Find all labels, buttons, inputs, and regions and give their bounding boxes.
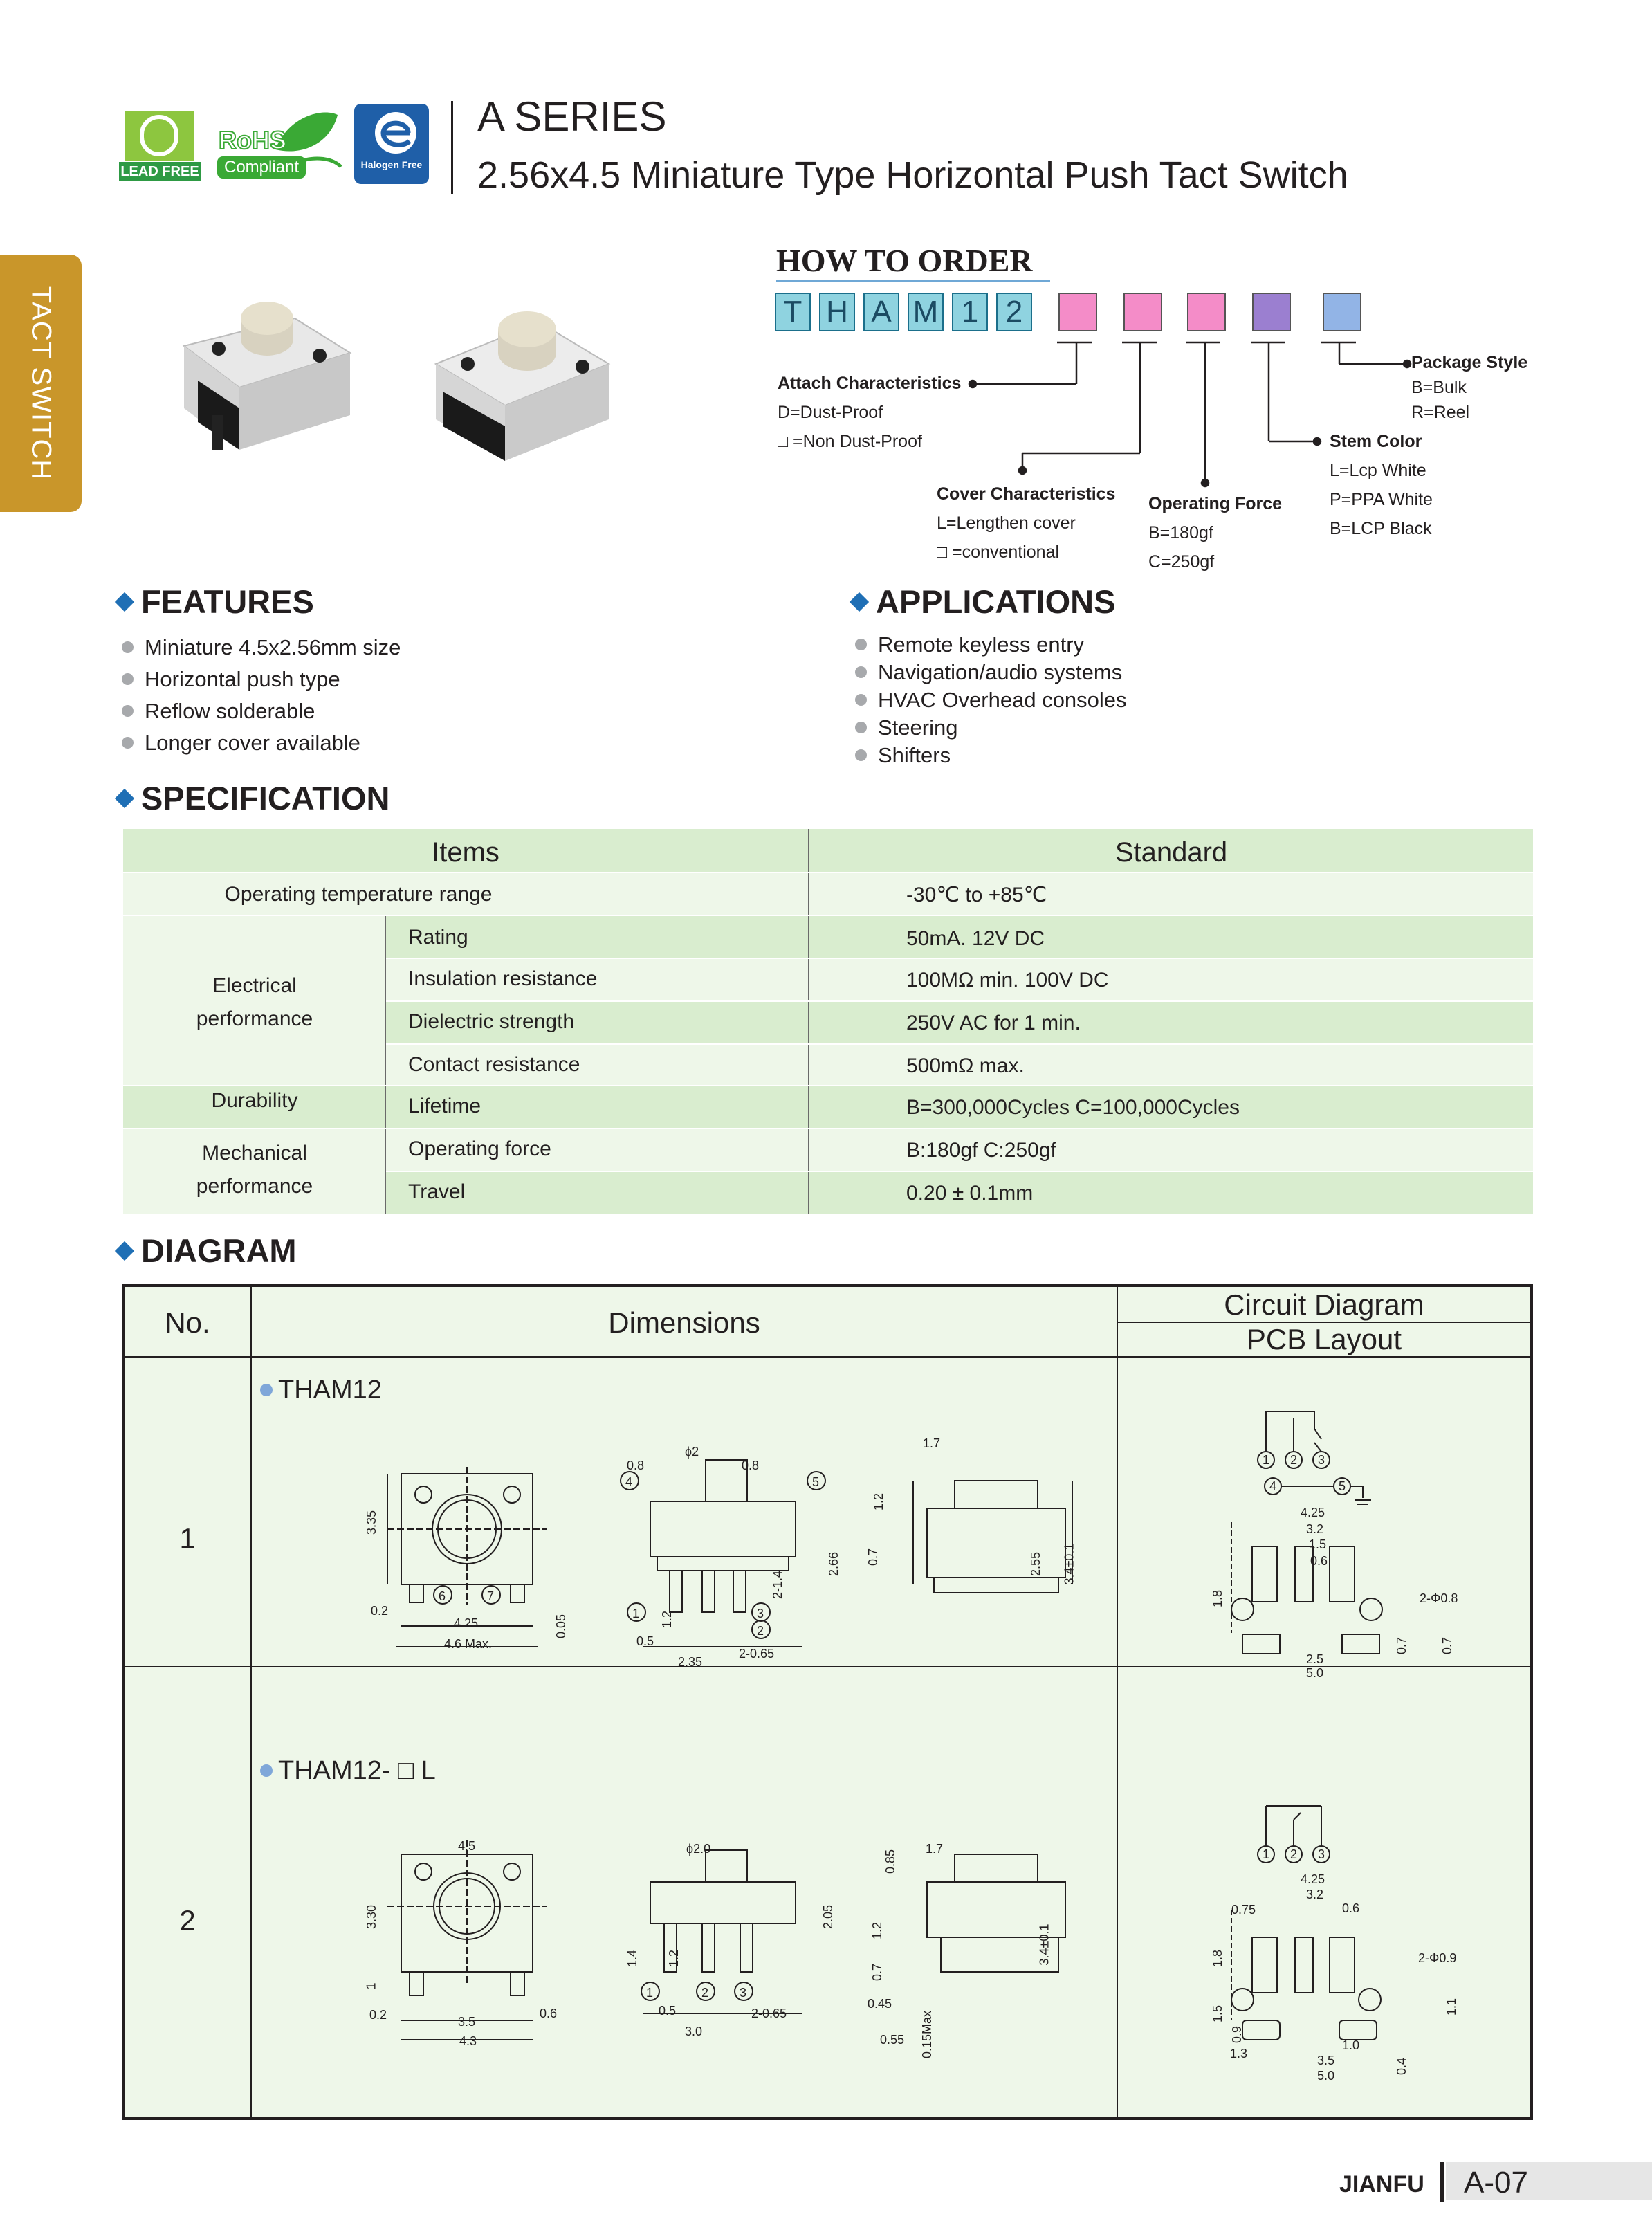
dim-label: 4.3 xyxy=(459,2034,477,2048)
circled-number: 7 xyxy=(487,1589,495,1603)
spec-table xyxy=(123,829,1533,1214)
force-option: B=180gf xyxy=(1148,523,1213,542)
pcb-dim: 1.3 xyxy=(1230,2047,1248,2060)
bullet-icon xyxy=(855,666,867,678)
spec-value: 100MΩ min. 100V DC xyxy=(906,969,1109,991)
how-to-order-title: HOW TO ORDER xyxy=(776,243,1033,278)
spec-header-standard: Standard xyxy=(1114,837,1228,868)
pcb-dim: 1.1 xyxy=(1444,1998,1459,2016)
application-text: HVAC Overhead consoles xyxy=(878,688,1127,712)
application-text: Shifters xyxy=(878,743,951,767)
header-divider xyxy=(451,101,453,194)
dim-label: 1.7 xyxy=(926,1842,944,1856)
circuit-pcb-drawing-1 xyxy=(1176,1391,1522,1661)
feature-item xyxy=(122,731,360,756)
slot-force xyxy=(1187,293,1226,331)
dim-label: 1.4 xyxy=(625,1949,640,1968)
spec-value: 250V AC for 1 min. xyxy=(906,1012,1081,1034)
diamond-icon xyxy=(115,788,134,807)
pcb-dim: 0.7 xyxy=(1395,1636,1409,1655)
spec-item: Lifetime xyxy=(408,1095,481,1117)
bullet-icon xyxy=(855,694,867,706)
spec-value: -30℃ to +85℃ xyxy=(906,884,1047,906)
circled-number: 2 xyxy=(757,1624,764,1638)
circled-number: 2 xyxy=(701,1986,709,2000)
circled-number: 2 xyxy=(1290,1847,1298,1861)
bullet-icon xyxy=(855,639,867,650)
attach-option: D=Dust-Proof xyxy=(778,403,883,422)
dim-label: 2-0.65 xyxy=(751,2007,787,2020)
lead-free-label: LEAD FREE xyxy=(119,162,201,181)
specification-title: SPECIFICATION xyxy=(141,780,390,816)
dim-label: 2.35 xyxy=(678,1655,703,1669)
dim-label: 0.05 xyxy=(554,1614,569,1639)
dim-label: 0.6 xyxy=(540,2007,558,2020)
dim-label: 1 xyxy=(364,1982,378,1990)
dim-label: 1.2 xyxy=(870,1921,885,1940)
how-to-order-rule xyxy=(776,280,1050,282)
pcb-dim: 5.0 xyxy=(1306,1666,1324,1680)
diagram-title: DIAGRAM xyxy=(141,1232,297,1269)
spec-group-label: performance xyxy=(196,1007,313,1030)
dim-label: 0.55 xyxy=(880,2033,905,2047)
feature-item xyxy=(122,699,315,724)
footer-page-box xyxy=(1446,2162,1652,2200)
dim-label: 0.8 xyxy=(627,1459,645,1472)
code-letter: A xyxy=(863,293,899,331)
spec-value: 500mΩ max. xyxy=(906,1054,1025,1077)
pcb-dim: 2-Φ0.8 xyxy=(1420,1591,1458,1605)
page-number: A-07 xyxy=(1464,2166,1528,2200)
dim-label: 1.7 xyxy=(923,1436,941,1450)
attach-option: □ =Non Dust-Proof xyxy=(778,432,922,451)
pcb-dim: 1.8 xyxy=(1211,1589,1225,1608)
feature-text: Longer cover available xyxy=(145,731,360,755)
dim-label: 3.4±0.1 xyxy=(1062,1543,1076,1585)
circled-number: 4 xyxy=(1269,1479,1277,1493)
feature-text: Reflow solderable xyxy=(145,699,315,723)
model-label xyxy=(260,1376,382,1405)
code-letter: 2 xyxy=(996,293,1032,331)
feature-text: Miniature 4.5x2.56mm size xyxy=(145,635,401,659)
circled-number: 3 xyxy=(757,1607,764,1620)
product-photo-1 xyxy=(163,291,357,470)
bullet-icon xyxy=(122,641,134,653)
application-item xyxy=(855,660,1122,685)
slot-cover xyxy=(1123,293,1162,331)
bullet-icon xyxy=(855,749,867,761)
dim-label: 0.2 xyxy=(371,1604,389,1618)
applications-title: APPLICATIONS xyxy=(876,583,1116,620)
dim-label: 4.6 Max. xyxy=(444,1637,493,1651)
dim-label: 0.5 xyxy=(659,2004,677,2018)
pcb-dim: 0.4 xyxy=(1395,2057,1409,2076)
dim-label: 1.2 xyxy=(660,1610,674,1629)
circled-number: 1 xyxy=(646,1986,654,2000)
feature-text: Horizontal push type xyxy=(145,667,340,691)
pcb-dim: 0.6 xyxy=(1342,1901,1360,1915)
spec-value: 0.20 ± 0.1mm xyxy=(906,1182,1034,1205)
dim-label: 0.45 xyxy=(868,1997,892,2011)
dim-label: 2.66 xyxy=(827,1551,841,1577)
dim-label: 1.2 xyxy=(872,1492,886,1511)
slot-package xyxy=(1323,293,1361,331)
pcb-dim: 3.5 xyxy=(1317,2054,1335,2067)
product-photo-2 xyxy=(422,295,616,475)
circled-number: 1 xyxy=(1263,1453,1270,1467)
feature-item xyxy=(122,667,340,692)
pcb-dim: 3.2 xyxy=(1306,1522,1324,1536)
pcb-dim: 0.7 xyxy=(1440,1636,1455,1655)
dim-label: 3.4±0.1 xyxy=(1037,1923,1052,1966)
bullet-icon xyxy=(260,1384,273,1396)
bullet-icon xyxy=(122,737,134,749)
package-title: Package Style xyxy=(1411,353,1528,372)
rohs-label: RoHS xyxy=(219,126,286,154)
dim-label: 0.7 xyxy=(870,1963,885,1982)
dim-label: 0.15Max xyxy=(920,2010,935,2059)
side-tab xyxy=(0,255,82,512)
row-number: 1 xyxy=(179,1522,196,1555)
dim-label: 2-1.4 xyxy=(771,1570,785,1600)
features-heading xyxy=(118,583,314,621)
circled-number: 4 xyxy=(625,1475,633,1489)
model-name: THAM12 xyxy=(278,1376,382,1405)
spec-item: Dielectric strength xyxy=(408,1010,575,1033)
diamond-icon xyxy=(115,1241,134,1260)
bullet-icon xyxy=(260,1764,273,1777)
specification-heading xyxy=(118,779,389,817)
application-item xyxy=(855,715,957,740)
dim-label: 0.8 xyxy=(742,1459,760,1472)
force-title: Operating Force xyxy=(1148,494,1283,513)
spec-group-label: Electrical xyxy=(212,974,297,997)
stem-title: Stem Color xyxy=(1330,432,1422,451)
force-option: C=250gf xyxy=(1148,552,1215,572)
application-item xyxy=(855,632,1084,657)
compliant-label: Compliant xyxy=(217,156,306,179)
circled-number: 6 xyxy=(439,1589,446,1603)
feature-item xyxy=(122,635,401,660)
dim-label: 3.0 xyxy=(685,2025,703,2038)
spec-item: Travel xyxy=(408,1180,466,1203)
bullet-icon xyxy=(122,705,134,717)
diagram-header-circuit: Circuit Diagram xyxy=(1224,1288,1424,1321)
side-tab-label: TACT SWITCH xyxy=(26,286,57,481)
spec-item: Rating xyxy=(408,926,468,949)
spec-value: B:180gf C:250gf xyxy=(906,1139,1056,1162)
application-text: Navigation/audio systems xyxy=(878,660,1123,684)
bullet-icon xyxy=(855,722,867,733)
model-name: THAM12- □ L xyxy=(278,1756,436,1785)
halogen-e-icon xyxy=(354,104,429,159)
halogen-free-label: Halogen Free xyxy=(360,159,423,170)
halogen-free-badge xyxy=(354,104,429,184)
dim-label: 2-0.65 xyxy=(739,1647,775,1661)
spec-group-label: performance xyxy=(196,1175,313,1198)
cover-option: □ =conventional xyxy=(937,542,1060,562)
page-subtitle: 2.56x4.5 Miniature Type Horizontal Push Tact Switch xyxy=(477,154,1348,196)
pcb-dim: 1.5 xyxy=(1309,1537,1327,1551)
diagram-header-no: No. xyxy=(165,1306,210,1339)
dim-label: ϕ2.0 xyxy=(686,1842,711,1856)
dim-label: 4.25 xyxy=(454,1616,479,1630)
dimension-drawing-2 xyxy=(346,1820,1107,2048)
row-number: 2 xyxy=(179,1904,196,1937)
diamond-icon xyxy=(850,592,869,611)
pcb-dim: 2.5 xyxy=(1306,1652,1324,1666)
pcb-dim: 0.6 xyxy=(1310,1554,1328,1568)
footer-brand: JIANFU xyxy=(1339,2171,1424,2197)
application-item xyxy=(855,743,951,768)
code-letter: T xyxy=(775,293,811,331)
dim-label: 4.5 xyxy=(458,1839,476,1853)
diagram-table xyxy=(122,1284,1533,2120)
dim-label: 3.30 xyxy=(365,1904,379,1930)
application-item xyxy=(855,688,1127,713)
features-title: FEATURES xyxy=(141,583,314,620)
spec-group-label: Mechanical xyxy=(202,1142,307,1164)
dim-label: ϕ2 xyxy=(685,1445,699,1459)
pcb-dim: 4.25 xyxy=(1301,1872,1325,1886)
diagram-header-pcb: PCB Layout xyxy=(1246,1323,1402,1355)
pcb-dim: 1.8 xyxy=(1211,1949,1225,1968)
cover-option: L=Lengthen cover xyxy=(937,513,1076,533)
diagram-header-dimensions: Dimensions xyxy=(608,1306,760,1339)
pcb-dim: 1.0 xyxy=(1342,2038,1360,2052)
spec-header-items: Items xyxy=(432,837,499,868)
pcb-dim: 5.0 xyxy=(1317,2069,1335,2083)
circled-number: 3 xyxy=(740,1986,747,2000)
circled-number: 5 xyxy=(1339,1479,1346,1493)
dim-label: 0.85 xyxy=(883,1849,898,1874)
spec-value: B=300,000Cycles C=100,000Cycles xyxy=(906,1096,1240,1119)
model-label xyxy=(260,1756,436,1786)
spec-value: 50mA. 12V DC xyxy=(906,927,1045,950)
code-letter: M xyxy=(908,293,944,331)
pcb-dim: 0.9 xyxy=(1230,2025,1245,2044)
spec-item: Contact resistance xyxy=(408,1053,580,1076)
package-option: R=Reel xyxy=(1411,403,1470,422)
spec-item: Operating force xyxy=(408,1137,551,1160)
application-text: Remote keyless entry xyxy=(878,632,1085,657)
spec-item: Insulation resistance xyxy=(408,967,598,990)
diamond-icon xyxy=(115,592,134,611)
series-title: A SERIES xyxy=(477,93,667,140)
slot-attach xyxy=(1058,293,1097,331)
dim-label: 3.35 xyxy=(365,1510,379,1535)
pcb-dim: 2-Φ0.9 xyxy=(1418,1951,1457,1965)
circled-number: 1 xyxy=(1263,1847,1270,1861)
circled-number: 2 xyxy=(1290,1453,1298,1467)
pcb-dim: 0.75 xyxy=(1231,1903,1256,1917)
lead-free-badge xyxy=(119,111,201,183)
pcb-dim: 4.25 xyxy=(1301,1506,1325,1519)
pcb-dim: 1.5 xyxy=(1211,2004,1225,2023)
rohs-badge xyxy=(213,108,345,184)
applications-heading xyxy=(852,583,1115,621)
package-option: B=Bulk xyxy=(1411,378,1467,397)
stem-option: L=Lcp White xyxy=(1330,461,1426,480)
circled-number: 1 xyxy=(632,1607,640,1620)
dim-label: 3.5 xyxy=(458,2015,476,2029)
dim-label: 2.05 xyxy=(821,1904,836,1930)
bullet-icon xyxy=(122,673,134,685)
spec-group-label: Operating temperature range xyxy=(224,883,493,906)
pcb-dim: 3.2 xyxy=(1306,1888,1324,1901)
application-text: Steering xyxy=(878,715,958,740)
stem-option: B=LCP Black xyxy=(1330,519,1432,538)
dim-label: 1.2 xyxy=(667,1949,681,1968)
circled-number: 3 xyxy=(1318,1847,1325,1861)
code-letter: 1 xyxy=(952,293,988,331)
cover-title: Cover Characteristics xyxy=(937,484,1116,504)
dim-label: 0.2 xyxy=(369,2008,387,2022)
diagram-heading xyxy=(118,1232,297,1270)
slot-stem xyxy=(1252,293,1291,331)
stem-option: P=PPA White xyxy=(1330,490,1433,509)
dim-label: 0.5 xyxy=(636,1634,654,1648)
spec-group-label: Durability xyxy=(211,1089,298,1112)
attach-title: Attach Characteristics xyxy=(778,374,962,393)
circled-number: 5 xyxy=(812,1475,820,1489)
footer-divider xyxy=(1440,2162,1444,2202)
code-letter: H xyxy=(819,293,855,331)
dim-label: 2.55 xyxy=(1029,1551,1043,1577)
circled-number: 3 xyxy=(1318,1453,1325,1467)
dim-label: 0.7 xyxy=(866,1548,881,1566)
